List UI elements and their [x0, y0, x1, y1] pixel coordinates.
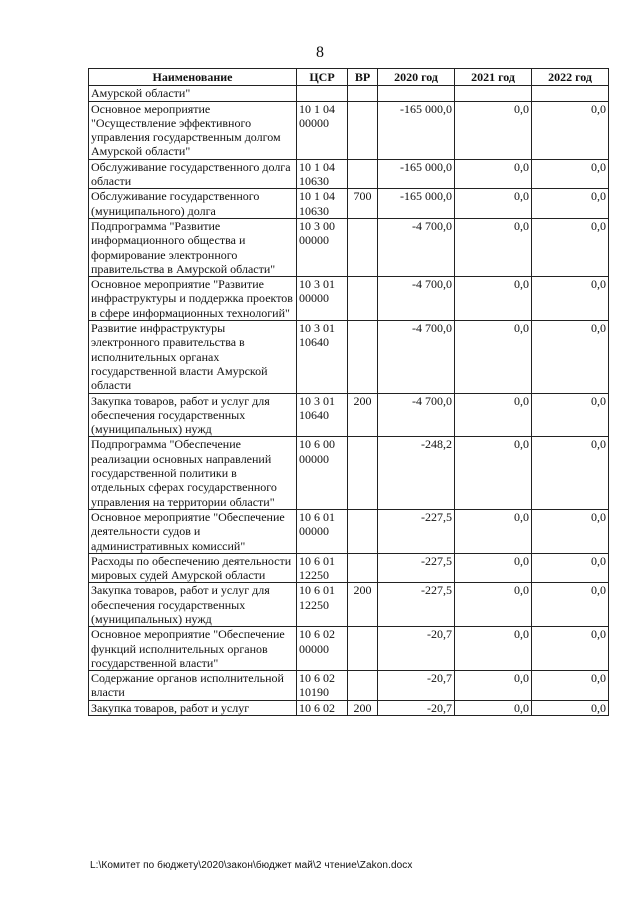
row-2020-cell: -20,7: [378, 700, 455, 715]
budget-table: [88, 68, 609, 716]
row-name-cell: Развитие инфраструктуры электронного правительства в исполнительных органах государственной власти Амурской области: [89, 321, 297, 393]
row-name-cell: Подпрограмма "Развитие информационного общества и формирование электронного правительства в Амурской области": [89, 218, 297, 276]
row-2022-cell: 0,0: [532, 189, 609, 219]
row-csr-cell: 10 1 04 10630: [297, 189, 348, 219]
row-2020-cell: -4 700,0: [378, 393, 455, 437]
row-2021-cell: 0,0: [455, 393, 532, 437]
row-name-cell: Содержание органов исполнительной власти: [89, 671, 297, 701]
row-2020-cell: -4 700,0: [378, 277, 455, 321]
table-row: [89, 101, 609, 159]
row-vr-cell: [348, 101, 378, 159]
row-name-cell: Подпрограмма "Обеспечение реализации основных направлений государственной политики в отдельных сферах государственного управления на территории области": [89, 437, 297, 509]
row-csr-cell: 10 3 00 00000: [297, 218, 348, 276]
row-2020-cell: -165 000,0: [378, 101, 455, 159]
row-vr-cell: [348, 509, 378, 553]
row-csr-cell: 10 3 01 10640: [297, 393, 348, 437]
row-csr-cell: 10 1 04 00000: [297, 101, 348, 159]
row-2022-cell: 0,0: [532, 393, 609, 437]
table-row: [89, 671, 609, 701]
row-2020-cell: -227,5: [378, 553, 455, 583]
row-2021-cell: 0,0: [455, 218, 532, 276]
row-vr-cell: 200: [348, 583, 378, 627]
row-2022-cell: 0,0: [532, 218, 609, 276]
row-2021-cell: 0,0: [455, 189, 532, 219]
row-vr-cell: [348, 437, 378, 509]
row-2021-cell: 0,0: [455, 509, 532, 553]
row-2022-cell: 0,0: [532, 583, 609, 627]
row-2021-cell: 0,0: [455, 277, 532, 321]
row-vr-cell: 200: [348, 393, 378, 437]
row-csr-cell: 10 3 01 10640: [297, 321, 348, 393]
row-2020-cell: -4 700,0: [378, 218, 455, 276]
row-vr-cell: [348, 86, 378, 101]
column-header-csr: ЦСР: [297, 69, 348, 86]
row-csr-cell: 10 6 02 00000: [297, 627, 348, 671]
row-name-cell: Расходы по обеспечению деятельности мировых судей Амурской области: [89, 553, 297, 583]
table-row: [89, 189, 609, 219]
row-name-cell: Закупка товаров, работ и услуг для обеспечения государственных (муниципальных) нужд: [89, 583, 297, 627]
row-csr-cell: [297, 86, 348, 101]
row-2022-cell: 0,0: [532, 437, 609, 509]
row-csr-cell: 10 6 01 12250: [297, 553, 348, 583]
row-2021-cell: [455, 86, 532, 101]
row-2022-cell: 0,0: [532, 700, 609, 715]
row-csr-cell: 10 1 04 10630: [297, 159, 348, 189]
table-row: [89, 321, 609, 393]
row-2022-cell: 0,0: [532, 671, 609, 701]
row-2022-cell: 0,0: [532, 509, 609, 553]
row-csr-cell: 10 6 02 10190: [297, 671, 348, 701]
row-2020-cell: -4 700,0: [378, 321, 455, 393]
table-row: [89, 437, 609, 509]
table-row: [89, 627, 609, 671]
row-csr-cell: 10 6 00 00000: [297, 437, 348, 509]
row-vr-cell: 200: [348, 700, 378, 715]
row-2021-cell: 0,0: [455, 321, 532, 393]
row-2021-cell: 0,0: [455, 553, 532, 583]
table-row: [89, 700, 609, 715]
row-name-cell: Обслуживание государственного (муниципального) долга: [89, 189, 297, 219]
row-2022-cell: 0,0: [532, 159, 609, 189]
row-2020-cell: -227,5: [378, 509, 455, 553]
column-header-name: Наименование: [89, 69, 297, 86]
table-row: [89, 159, 609, 189]
table-row: [89, 86, 609, 101]
row-2021-cell: 0,0: [455, 700, 532, 715]
table-row: [89, 509, 609, 553]
row-csr-cell: 10 6 02: [297, 700, 348, 715]
row-2022-cell: 0,0: [532, 101, 609, 159]
row-vr-cell: [348, 671, 378, 701]
row-vr-cell: [348, 321, 378, 393]
row-2021-cell: 0,0: [455, 671, 532, 701]
row-name-cell: Закупка товаров, работ и услуг для обеспечения государственных (муниципальных) нужд: [89, 393, 297, 437]
row-2021-cell: 0,0: [455, 437, 532, 509]
row-2020-cell: -165 000,0: [378, 159, 455, 189]
row-name-cell: Основное мероприятие "Развитие инфраструктуры и поддержка проектов в сфере информационных технологий": [89, 277, 297, 321]
row-2020-cell: [378, 86, 455, 101]
table-row: [89, 218, 609, 276]
row-vr-cell: [348, 553, 378, 583]
row-2020-cell: -248,2: [378, 437, 455, 509]
page-number: 8: [316, 44, 324, 61]
column-header-2021: 2021 год: [455, 69, 532, 86]
table-row: [89, 393, 609, 437]
row-vr-cell: [348, 218, 378, 276]
row-2022-cell: 0,0: [532, 553, 609, 583]
row-vr-cell: [348, 159, 378, 189]
row-name-cell: Амурской области": [89, 86, 297, 101]
row-2022-cell: 0,0: [532, 321, 609, 393]
row-2022-cell: [532, 86, 609, 101]
column-header-vr: ВР: [348, 69, 378, 86]
row-csr-cell: 10 6 01 00000: [297, 509, 348, 553]
table-row: [89, 277, 609, 321]
row-name-cell: Закупка товаров, работ и услуг: [89, 700, 297, 715]
row-csr-cell: 10 3 01 00000: [297, 277, 348, 321]
row-2021-cell: 0,0: [455, 627, 532, 671]
row-2020-cell: -227,5: [378, 583, 455, 627]
table-header-row: [89, 69, 609, 86]
table-row: [89, 553, 609, 583]
row-vr-cell: 700: [348, 189, 378, 219]
row-2021-cell: 0,0: [455, 159, 532, 189]
row-name-cell: Обслуживание государственного долга области: [89, 159, 297, 189]
table-row: [89, 583, 609, 627]
row-vr-cell: [348, 277, 378, 321]
row-name-cell: Основное мероприятие "Обеспечение функций исполнительных органов государственной власти": [89, 627, 297, 671]
row-csr-cell: 10 6 01 12250: [297, 583, 348, 627]
row-2020-cell: -20,7: [378, 627, 455, 671]
row-2021-cell: 0,0: [455, 101, 532, 159]
row-name-cell: Основное мероприятие "Осуществление эффективного управления государственным долгом Амурской области": [89, 101, 297, 159]
row-2020-cell: -165 000,0: [378, 189, 455, 219]
row-2021-cell: 0,0: [455, 583, 532, 627]
row-vr-cell: [348, 627, 378, 671]
table-body: [89, 86, 609, 716]
row-2022-cell: 0,0: [532, 627, 609, 671]
column-header-2020: 2020 год: [378, 69, 455, 86]
row-2022-cell: 0,0: [532, 277, 609, 321]
column-header-2022: 2022 год: [532, 69, 609, 86]
row-2020-cell: -20,7: [378, 671, 455, 701]
file-path-footer: L:\Комитет по бюджету\2020\закон\бюджет май\2 чтение\Zakon.docx: [90, 860, 413, 871]
row-name-cell: Основное мероприятие "Обеспечение деятельности судов и административных комиссий": [89, 509, 297, 553]
